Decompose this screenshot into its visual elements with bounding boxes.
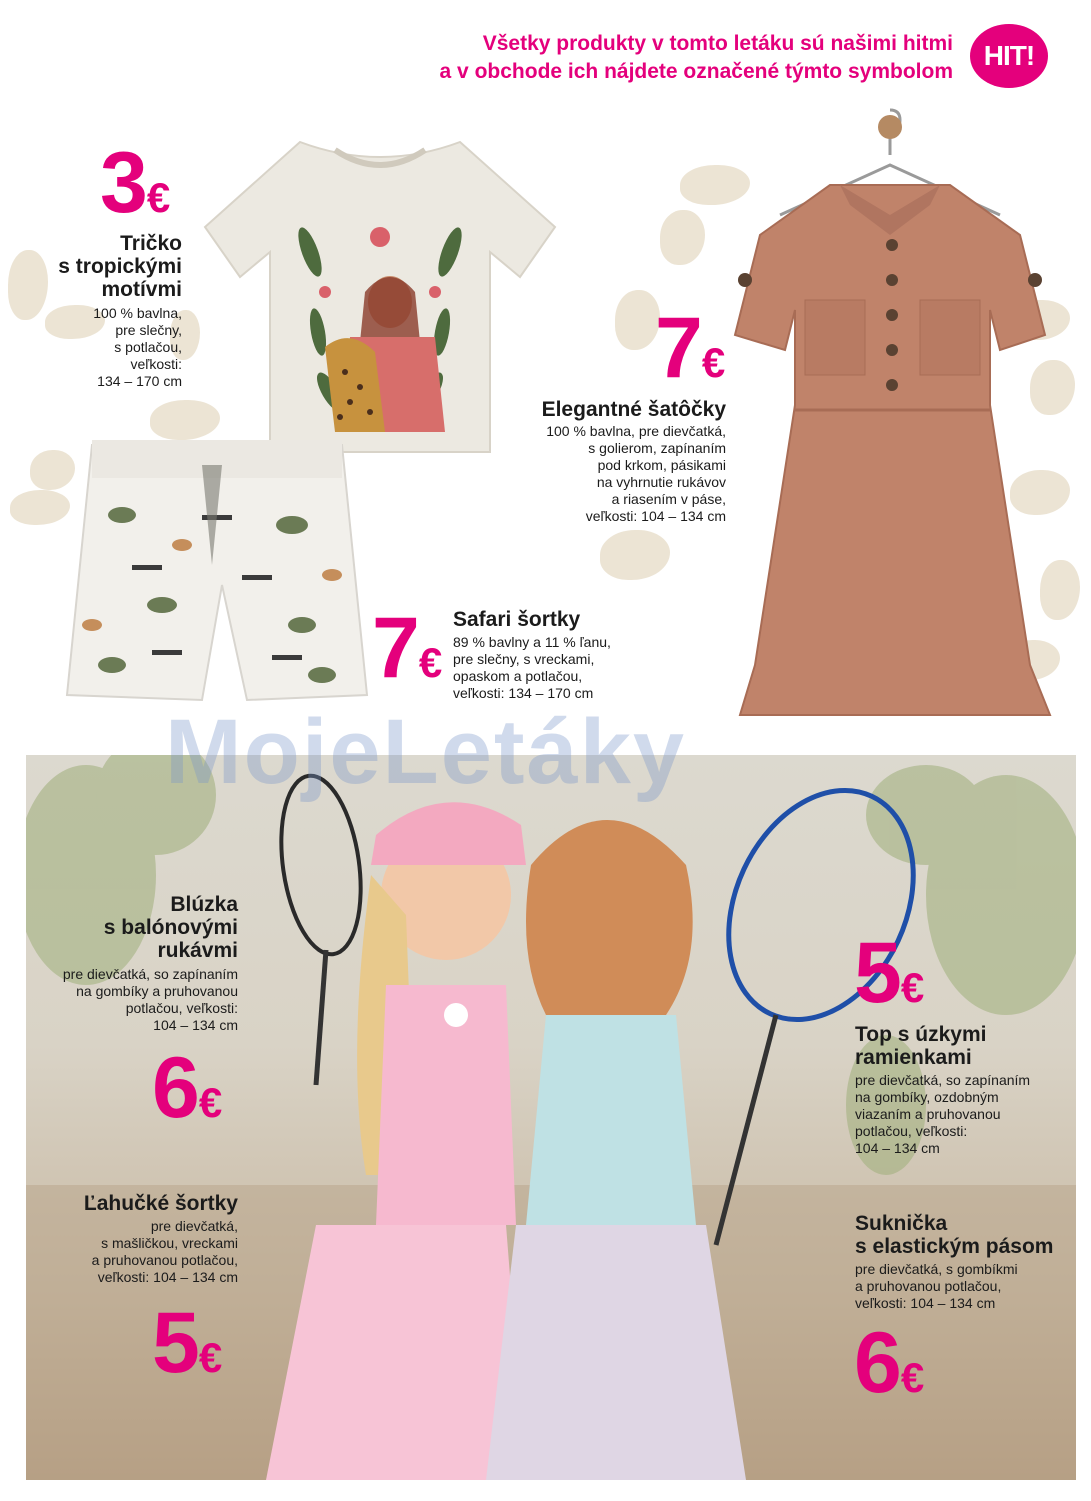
light-shorts-price	[152, 1295, 223, 1391]
product-desc-line: 104 – 134 cm	[855, 1140, 940, 1156]
price-currency: €	[198, 1079, 223, 1126]
product-desc-line: pre dievčatká, s gombíkmi	[855, 1261, 1018, 1277]
product-desc-line: veľkosti: 104 – 134 cm	[855, 1295, 996, 1311]
product-desc-line: pre dievčatká, so zapínaním	[855, 1072, 1031, 1088]
dress-image	[700, 105, 1080, 720]
dress-text	[466, 398, 726, 525]
safari-shorts-text	[453, 608, 683, 702]
hit-badge: HIT!	[970, 24, 1048, 88]
product-desc-line: a pruhovanou potlačou,	[855, 1278, 1002, 1294]
product-desc-line: veľkosti: 134 – 170 cm	[453, 685, 594, 701]
top-price	[854, 925, 925, 1021]
price-value: 7	[372, 600, 417, 696]
product-desc-line: opaskom a potlačou,	[453, 668, 583, 684]
product-desc-line: a pruhovanou potlačou,	[91, 1252, 238, 1268]
product-title-line: Ľahučké šortky	[83, 1192, 238, 1215]
product-title-line: Suknička	[855, 1212, 948, 1235]
price-currency: €	[900, 964, 925, 1011]
dress-price	[655, 300, 726, 396]
price-value: 5	[854, 925, 899, 1021]
header-note	[440, 30, 953, 86]
product-title-line: s elastickým pásom	[855, 1235, 1054, 1258]
product-desc-line: potlačou, veľkosti:	[125, 1000, 238, 1016]
safari-shorts-price	[372, 600, 443, 696]
price-value: 6	[152, 1040, 197, 1136]
price-currency: €	[146, 174, 171, 221]
header-line-1: Všetky produkty v tomto letáku sú našimi hitmi	[482, 32, 953, 55]
skirt-text	[855, 1212, 1080, 1312]
product-desc-line: 100 % bavlna,	[93, 305, 182, 321]
product-desc-line: s mašličkou, vreckami	[101, 1235, 238, 1251]
light-shorts-text	[8, 1192, 238, 1286]
price-value: 5	[152, 1295, 197, 1391]
product-desc-line: veľkosti: 104 – 134 cm	[97, 1269, 238, 1285]
blouse-price	[152, 1040, 223, 1136]
product-desc-line: 89 % bavlny a 11 % ľanu,	[453, 634, 611, 650]
product-title-line: s tropickými	[58, 255, 182, 278]
watermark-logo: MojeLetáky	[165, 701, 687, 803]
blouse-text	[8, 893, 238, 1034]
product-title-line: ramienkami	[855, 1046, 972, 1069]
product-desc-line: veľkosti:	[130, 356, 182, 372]
product-desc-line: na vyhrnutie rukávov	[596, 474, 726, 490]
product-desc-line: 104 – 134 cm	[153, 1017, 238, 1033]
top-text	[855, 1023, 1075, 1157]
product-desc-line: a riasením v páse,	[611, 491, 726, 507]
product-desc-line: veľkosti: 104 – 134 cm	[585, 508, 726, 524]
skirt-price	[854, 1315, 925, 1411]
price-value: 6	[854, 1315, 899, 1411]
product-title-line: motívmi	[101, 278, 182, 301]
product-desc-line: na gombíky a pruhovanou	[76, 983, 238, 999]
safari-shorts-image	[52, 425, 382, 715]
tshirt-text	[0, 232, 182, 390]
product-desc-line: pre dievčatká,	[150, 1218, 238, 1234]
product-desc-line: pre slečny, s vreckami,	[453, 651, 595, 667]
price-currency: €	[900, 1354, 925, 1401]
product-desc-line: potlačou, veľkosti:	[855, 1123, 968, 1139]
header-line-2: a v obchode ich nájdete označené týmto symbolom	[439, 60, 953, 83]
tshirt-price	[100, 135, 171, 231]
price-currency: €	[418, 639, 443, 686]
product-desc-line: 100 % bavlna, pre dievčatká,	[546, 423, 726, 439]
product-desc-line: 134 – 170 cm	[97, 373, 182, 389]
product-desc-line: pre dievčatká, so zapínaním	[62, 966, 238, 982]
product-title-line: rukávmi	[157, 939, 238, 962]
product-title-line: Elegantné šatôčky	[541, 398, 726, 421]
product-title-line: Top s úzkymi	[855, 1023, 987, 1046]
price-currency: €	[701, 339, 726, 386]
product-title-line: Safari šortky	[453, 608, 581, 631]
product-desc-line: na gombíky, ozdobným	[855, 1089, 999, 1105]
product-title-line: Tričko	[120, 232, 182, 255]
price-value: 3	[100, 135, 145, 231]
product-title-line: Blúzka	[170, 893, 238, 916]
price-value: 7	[655, 300, 700, 396]
product-desc-line: pre slečny,	[115, 322, 182, 338]
product-desc-line: viazaním a pruhovanou	[855, 1106, 1001, 1122]
product-desc-line: pod krkom, pásikami	[597, 457, 726, 473]
product-title-line: s balónovými	[103, 916, 238, 939]
product-desc-line: s potlačou,	[114, 339, 182, 355]
price-currency: €	[198, 1334, 223, 1381]
product-desc-line: s golierom, zapínaním	[588, 440, 726, 456]
